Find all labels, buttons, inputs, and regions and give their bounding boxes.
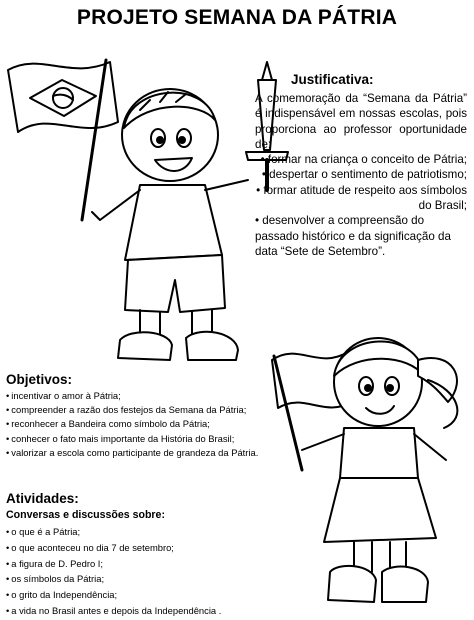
justificativa-heading: Justificativa: — [291, 72, 374, 87]
atividades-list — [6, 524, 256, 619]
justificativa-bullet: • desenvolver a compreensão do passado histórico e da significação da data “Sete de Setembro”. — [255, 214, 451, 258]
objetivo-item: • incentivar o amor à Pátria; — [6, 389, 288, 403]
objetivo-item: • compreender a razão dos festejos da Semana da Pátria; — [6, 403, 288, 417]
atividades-subheading: Conversas e discussões sobre: — [6, 509, 165, 521]
atividades-heading: Atividades: — [6, 491, 79, 506]
atividade-item: • os símbolos da Pátria; — [6, 571, 256, 587]
justificativa-bullet: • formar atitude de respeito aos símbolos do Brasil; — [256, 183, 467, 213]
objetivo-item: • conhecer o fato mais importante da História do Brasil; — [6, 432, 288, 446]
atividade-item: • a vida no Brasil antes e depois da Independência . — [6, 603, 256, 619]
brazil-flag-icon — [8, 60, 118, 220]
page-title: PROJETO SEMANA DA PÁTRIA — [76, 6, 398, 29]
atividade-item: • a figura de D. Pedro I; — [6, 556, 256, 572]
atividade-item: • o grito da Independência; — [6, 587, 256, 603]
boy-figure-icon — [92, 89, 248, 360]
girl-with-flag-illustration — [268, 310, 474, 620]
objetivo-item: • valorizar a escola como participante de grandeza da Pátria. — [6, 446, 288, 460]
justificativa-bullet: • despertar o sentimento de patriotismo; — [261, 168, 467, 182]
justificativa-bullet: • formar na criança o conceito de Pátria; — [260, 153, 467, 167]
objetivos-heading: Objetivos: — [6, 372, 73, 387]
atividade-item: • o que aconteceu no dia 7 de setembro; — [6, 540, 256, 556]
boy-with-flag-illustration — [0, 40, 290, 370]
justificativa-intro: A comemoração da “Semana da Pátria” é indispensável em nossas escolas, pois proporciona ao professor oportunidade de: — [255, 92, 467, 151]
atividade-item: • o que é a Pátria; — [6, 524, 256, 540]
justificativa-text — [255, 91, 467, 259]
objetivo-item: • reconhecer a Bandeira como símbolo da Pátria; — [6, 417, 288, 431]
objetivos-list — [6, 389, 288, 460]
